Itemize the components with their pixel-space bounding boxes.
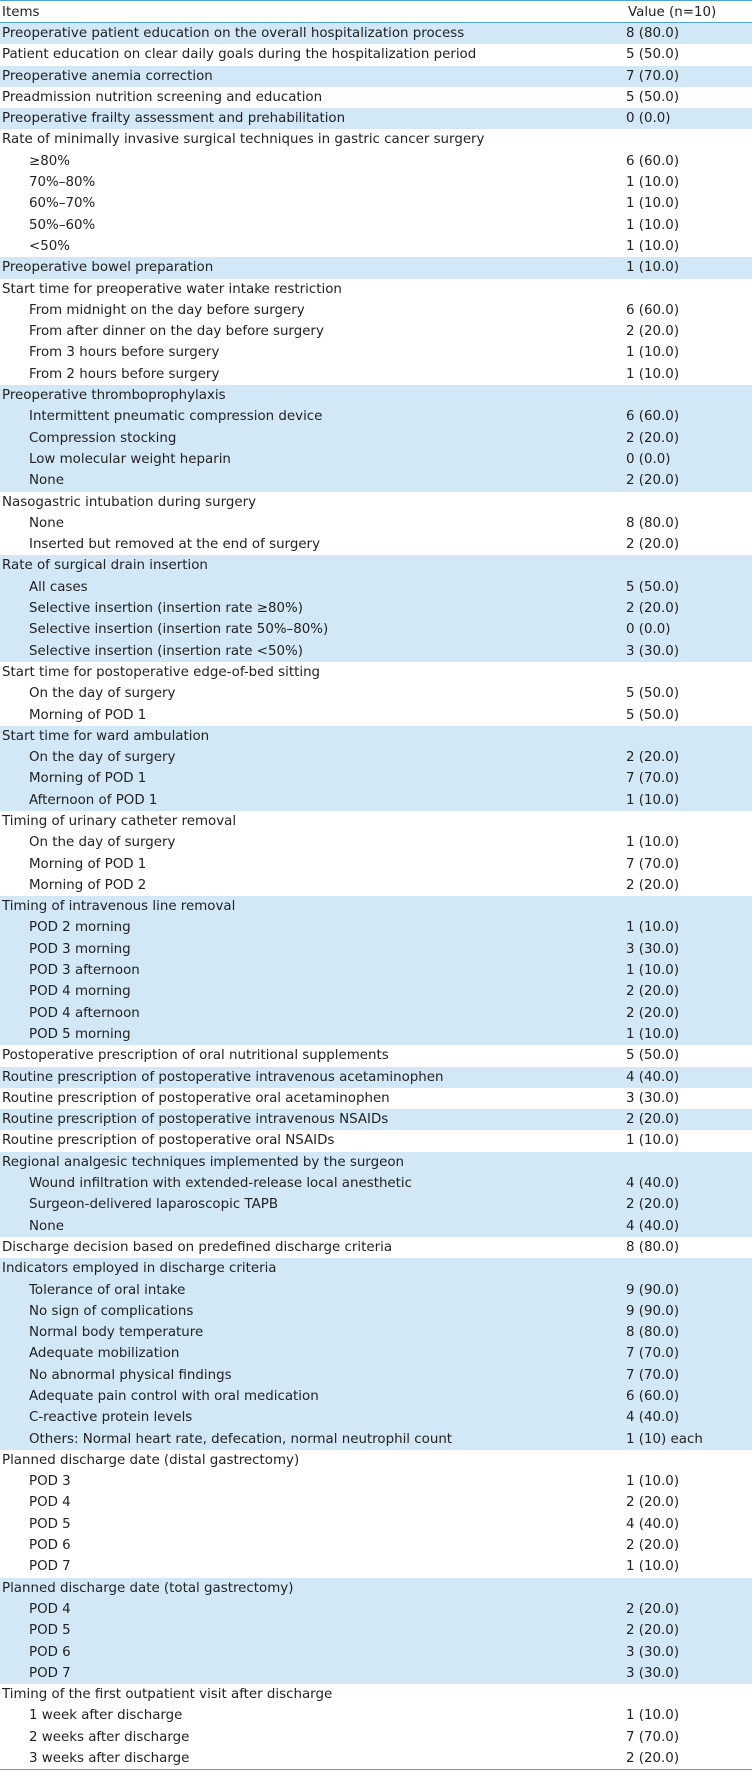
table-row (0, 1578, 752, 1599)
table-subrow (0, 470, 752, 491)
row-value: 2 (20.0) (626, 877, 680, 893)
row-value: 2 (20.0) (626, 537, 680, 553)
row-item-label: No sign of complications (29, 1303, 194, 1319)
row-value: 8 (80.0) (626, 26, 680, 41)
row-value: 3 (30.0) (626, 1665, 680, 1681)
table-subrow (0, 1003, 752, 1024)
row-item-label: On the day of surgery (29, 835, 176, 851)
row-value: 0 (0.0) (626, 622, 671, 638)
row-value: 7 (70.0) (626, 1367, 680, 1383)
row-item-label: POD 5 (29, 1623, 71, 1639)
row-value: 1 (10.0) (626, 196, 680, 212)
row-item-label: Planned discharge date (distal gastrectomy) (2, 1452, 300, 1468)
row-item-label: Morning of POD 2 (29, 877, 147, 893)
row-value (604, 1258, 752, 1279)
row-item-label: Timing of urinary catheter removal (2, 813, 237, 829)
row-value: 1 (10.0) (626, 1708, 680, 1724)
row-value: 5 (50.0) (626, 1048, 680, 1064)
row-item-label: On the day of surgery (29, 686, 176, 702)
table-subrow (0, 1663, 752, 1684)
table-row (0, 1067, 752, 1088)
row-item-label: Adequate pain control with oral medication (29, 1389, 319, 1404)
table-subrow (0, 705, 752, 726)
table-subrow (0, 449, 752, 470)
table-subrow (0, 981, 752, 1002)
table-subrow (0, 1429, 752, 1450)
table-row (0, 555, 752, 576)
row-item-label: Rate of minimally invasive surgical techniques in gastric cancer surgery (2, 132, 485, 148)
row-value: 1 (10) each (626, 1431, 703, 1447)
row-value: 2 (20.0) (626, 601, 680, 617)
row-item-label: Preoperative thromboprophylaxis (2, 388, 226, 404)
table-row (0, 662, 752, 683)
row-item-label: POD 4 morning (29, 984, 131, 1000)
table-subrow (0, 428, 752, 449)
row-value (604, 555, 752, 576)
row-value (604, 662, 752, 683)
bottom-rule (0, 1769, 752, 1770)
table-row (0, 896, 752, 917)
row-item-label: Start time for preoperative water intake restriction (2, 281, 342, 297)
row-item-label: Discharge decision based on predefined discharge criteria (2, 1239, 393, 1255)
row-value: 5 (50.0) (626, 89, 680, 105)
table-subrow (0, 917, 752, 938)
row-item-label: 60%–70% (29, 196, 96, 212)
row-value: 7 (70.0) (626, 856, 680, 872)
row-item-label: Surgeon-delivered laparoscopic TAPB (29, 1197, 279, 1213)
row-value (604, 896, 752, 917)
row-value (604, 811, 752, 832)
table-subrow (0, 172, 752, 193)
table-row (0, 811, 752, 832)
table-subrow (0, 342, 752, 363)
table-subrow (0, 300, 752, 321)
row-item-label: Compression stocking (29, 430, 177, 446)
table-subrow (0, 215, 752, 236)
table-subrow (0, 768, 752, 789)
row-item-label: POD 3 afternoon (29, 963, 140, 979)
row-item-label: Preoperative frailty assessment and prehabilitation (2, 111, 346, 127)
table-row (0, 726, 752, 747)
table-subrow (0, 939, 752, 960)
table-row (0, 108, 752, 129)
table-row (0, 1684, 752, 1705)
row-item-label: From 3 hours before surgery (29, 345, 220, 361)
row-item-label: Others: Normal heart rate, defecation, normal neutrophil count (29, 1431, 453, 1447)
row-item-label: POD 5 morning (29, 1026, 131, 1042)
table-subrow (0, 513, 752, 534)
row-item-label: Postoperative prescription of oral nutritional supplements (2, 1048, 389, 1064)
table-subrow (0, 875, 752, 896)
row-value: 3 (30.0) (626, 1090, 680, 1106)
row-value: 2 (20.0) (626, 1751, 680, 1767)
row-value (604, 385, 752, 406)
row-value: 1 (10.0) (626, 1133, 680, 1149)
table-row (0, 1109, 752, 1130)
row-value: 1 (10.0) (626, 366, 680, 382)
table-subrow (0, 151, 752, 172)
row-item-label: ≥80% (29, 153, 70, 169)
row-value: 8 (80.0) (626, 1239, 680, 1255)
table-subrow (0, 1322, 752, 1343)
row-value: 2 (20.0) (626, 324, 680, 340)
row-value: 2 (20.0) (626, 1601, 680, 1617)
table-subrow (0, 790, 752, 811)
table-body (0, 23, 752, 1769)
row-value: 1 (10.0) (626, 175, 680, 191)
row-item-label: Morning of POD 1 (29, 856, 147, 872)
table-row (0, 385, 752, 406)
row-value: 0 (0.0) (626, 451, 671, 467)
table-row (0, 129, 752, 150)
table-subrow (0, 1642, 752, 1663)
table-subrow (0, 236, 752, 257)
table-row (0, 1258, 752, 1279)
table-row (0, 44, 752, 65)
table-subrow (0, 321, 752, 342)
row-item-label: POD 4 (29, 1495, 71, 1511)
table-row (0, 1152, 752, 1173)
row-item-label: Selective insertion (insertion rate ≥80%) (29, 601, 304, 617)
table-subrow (0, 1705, 752, 1726)
row-item-label: C-reactive protein levels (29, 1410, 193, 1426)
table-row (0, 1450, 752, 1471)
row-value (604, 492, 752, 513)
table-subrow (0, 1471, 752, 1492)
row-item-label: From 2 hours before surgery (29, 366, 220, 382)
row-item-label: POD 6 (29, 1538, 71, 1554)
table-subrow (0, 854, 752, 875)
row-item-label: POD 6 (29, 1644, 71, 1660)
row-item-label: Start time for postoperative edge-of-bed sitting (2, 664, 321, 680)
table-subrow (0, 1599, 752, 1620)
row-item-label: Wound infiltration with extended-release local anesthetic (29, 1176, 413, 1192)
row-value: 4 (40.0) (626, 1410, 680, 1426)
row-item-label: Patient education on clear daily goals during the hospitalization period (2, 47, 477, 63)
table-header (0, 0, 752, 23)
row-item-label: Low molecular weight heparin (29, 451, 231, 467)
table-row (0, 1045, 752, 1066)
row-value: 1 (10.0) (626, 1474, 680, 1490)
table-subrow (0, 1173, 752, 1194)
row-value: 8 (80.0) (626, 515, 680, 531)
row-item-label: POD 4 (29, 1601, 71, 1617)
table-row (0, 1088, 752, 1109)
table-row (0, 66, 752, 87)
table-subrow (0, 1386, 752, 1407)
row-value: 4 (40.0) (626, 1176, 680, 1192)
row-item-label: None (29, 515, 64, 531)
row-value: 7 (70.0) (626, 771, 680, 787)
table-subrow (0, 1280, 752, 1301)
row-item-label: Preoperative bowel preparation (2, 260, 214, 276)
row-item-label: Preoperative anemia correction (2, 68, 213, 84)
row-item-label: 50%–60% (29, 217, 96, 233)
table-row (0, 279, 752, 300)
table-subrow (0, 534, 752, 555)
row-item-label: Timing of the first outpatient visit after discharge (2, 1687, 333, 1703)
row-item-label: POD 3 morning (29, 941, 131, 957)
row-value: 2 (20.0) (626, 1538, 680, 1554)
row-item-label: Routine prescription of postoperative oral NSAIDs (2, 1133, 335, 1149)
row-item-label: Intermittent pneumatic compression device (29, 409, 323, 425)
row-value: 1 (10.0) (626, 835, 680, 851)
table-subrow (0, 1194, 752, 1215)
table-row (0, 492, 752, 513)
row-item-label: Preoperative patient education on the overall hospitalization process (2, 26, 465, 41)
table-subrow (0, 1301, 752, 1322)
row-item-label: No abnormal physical findings (29, 1367, 232, 1383)
row-value: 7 (70.0) (626, 1729, 680, 1745)
row-value: 2 (20.0) (626, 750, 680, 766)
table-subrow (0, 1216, 752, 1237)
row-item-label: All cases (29, 579, 88, 595)
table-subrow (0, 1407, 752, 1428)
row-value: 3 (30.0) (626, 643, 680, 659)
row-value: 1 (10.0) (626, 345, 680, 361)
row-item-label: Preadmission nutrition screening and education (2, 89, 323, 105)
table-subrow (0, 747, 752, 768)
row-item-label: From midnight on the day before surgery (29, 302, 305, 318)
row-value: 1 (10.0) (626, 217, 680, 233)
table-subrow (0, 832, 752, 853)
row-item-label: POD 2 morning (29, 920, 131, 936)
row-value (604, 129, 752, 150)
row-value (604, 1450, 752, 1471)
row-value: 4 (40.0) (626, 1516, 680, 1532)
row-value: 2 (20.0) (626, 1005, 680, 1021)
row-value: 0 (0.0) (626, 111, 671, 127)
table-subrow (0, 960, 752, 981)
table-subrow (0, 1024, 752, 1045)
table-row (0, 257, 752, 278)
row-value: 9 (90.0) (626, 1303, 680, 1319)
row-value: 9 (90.0) (626, 1282, 680, 1298)
row-value: 3 (30.0) (626, 1644, 680, 1660)
row-item-label: POD 7 (29, 1665, 71, 1681)
table-row (0, 1237, 752, 1258)
row-item-label: POD 3 (29, 1474, 71, 1490)
table-subrow (0, 1620, 752, 1641)
table-subrow (0, 1514, 752, 1535)
table-subrow (0, 1748, 752, 1769)
row-item-label: Nasogastric intubation during surgery (2, 494, 257, 510)
table-subrow (0, 364, 752, 385)
row-item-label: On the day of surgery (29, 750, 176, 766)
row-item-label: Timing of intravenous line removal (2, 899, 236, 915)
row-value (604, 1684, 752, 1705)
row-value: 2 (20.0) (626, 430, 680, 446)
row-item-label: None (29, 473, 64, 489)
table-row (0, 23, 752, 44)
row-value (604, 1152, 752, 1173)
table-row (0, 1130, 752, 1151)
row-item-label: POD 5 (29, 1516, 71, 1532)
row-value: 1 (10.0) (626, 260, 680, 276)
row-value: 4 (40.0) (626, 1218, 680, 1234)
row-value: 7 (70.0) (626, 68, 680, 84)
row-item-label: POD 4 afternoon (29, 1005, 140, 1021)
table-subrow (0, 193, 752, 214)
row-item-label: None (29, 1218, 64, 1234)
row-item-label: <50% (29, 238, 70, 254)
row-item-label: 1 week after discharge (29, 1708, 183, 1724)
row-value: 1 (10.0) (626, 238, 680, 254)
row-value: 5 (50.0) (626, 707, 680, 723)
table-row (0, 87, 752, 108)
row-item-label: Selective insertion (insertion rate 50%–80%) (29, 622, 329, 638)
row-value (604, 279, 752, 300)
row-value: 1 (10.0) (626, 792, 680, 808)
row-value: 2 (20.0) (626, 1197, 680, 1213)
header-value: Value (n=10) (628, 5, 717, 20)
row-value: 7 (70.0) (626, 1346, 680, 1362)
row-value: 5 (50.0) (626, 47, 680, 63)
row-item-label: Planned discharge date (total gastrectomy) (2, 1580, 294, 1596)
row-value: 2 (20.0) (626, 473, 680, 489)
row-item-label: Rate of surgical drain insertion (2, 558, 208, 574)
row-value: 6 (60.0) (626, 153, 680, 169)
row-value: 2 (20.0) (626, 984, 680, 1000)
row-value: 4 (40.0) (626, 1069, 680, 1085)
row-value: 3 (30.0) (626, 941, 680, 957)
row-value: 6 (60.0) (626, 409, 680, 425)
row-value (604, 726, 752, 747)
row-item-label: 70%–80% (29, 175, 96, 191)
row-item-label: Inserted but removed at the end of surgery (29, 537, 320, 553)
row-value: 1 (10.0) (626, 1026, 680, 1042)
row-item-label: Normal body temperature (29, 1325, 204, 1341)
table-subrow (0, 1343, 752, 1364)
row-value: 5 (50.0) (626, 579, 680, 595)
row-item-label: Start time for ward ambulation (2, 728, 210, 744)
row-item-label: Afternoon of POD 1 (29, 792, 158, 808)
row-item-label: Indicators employed in discharge criteria (2, 1261, 277, 1277)
row-item-label: Selective insertion (insertion rate <50%) (29, 643, 304, 659)
table-subrow (0, 577, 752, 598)
row-item-label: 2 weeks after discharge (29, 1729, 190, 1745)
row-value: 2 (20.0) (626, 1623, 680, 1639)
table-subrow (0, 598, 752, 619)
row-item-label: Adequate mobilization (29, 1346, 180, 1362)
row-item-label: 3 weeks after discharge (29, 1751, 190, 1767)
row-item-label: From after dinner on the day before surgery (29, 324, 324, 340)
table-subrow (0, 619, 752, 640)
table-subrow (0, 683, 752, 704)
table-subrow (0, 1727, 752, 1748)
row-value: 8 (80.0) (626, 1325, 680, 1341)
row-item-label: Routine prescription of postoperative intravenous acetaminophen (2, 1069, 444, 1085)
header-items: Items (2, 5, 40, 20)
table-subrow (0, 1556, 752, 1577)
row-value: 6 (60.0) (626, 302, 680, 318)
table-subrow (0, 406, 752, 427)
row-item-label: Regional analgesic techniques implemented by the surgeon (2, 1154, 404, 1170)
row-value (604, 1578, 752, 1599)
row-item-label: POD 7 (29, 1559, 71, 1575)
table-subrow (0, 1535, 752, 1556)
row-value: 2 (20.0) (626, 1112, 680, 1128)
row-value: 5 (50.0) (626, 686, 680, 702)
row-value: 2 (20.0) (626, 1495, 680, 1511)
row-value: 1 (10.0) (626, 963, 680, 979)
row-value: 6 (60.0) (626, 1389, 680, 1404)
table-subrow (0, 1365, 752, 1386)
table-subrow (0, 1492, 752, 1513)
row-value: 1 (10.0) (626, 1559, 680, 1575)
row-item-label: Tolerance of oral intake (29, 1282, 186, 1298)
row-item-label: Routine prescription of postoperative intravenous NSAIDs (2, 1112, 389, 1128)
row-item-label: Morning of POD 1 (29, 771, 147, 787)
row-value: 1 (10.0) (626, 920, 680, 936)
row-item-label: Routine prescription of postoperative oral acetaminophen (2, 1090, 390, 1106)
row-item-label: Morning of POD 1 (29, 707, 147, 723)
table-subrow (0, 641, 752, 662)
